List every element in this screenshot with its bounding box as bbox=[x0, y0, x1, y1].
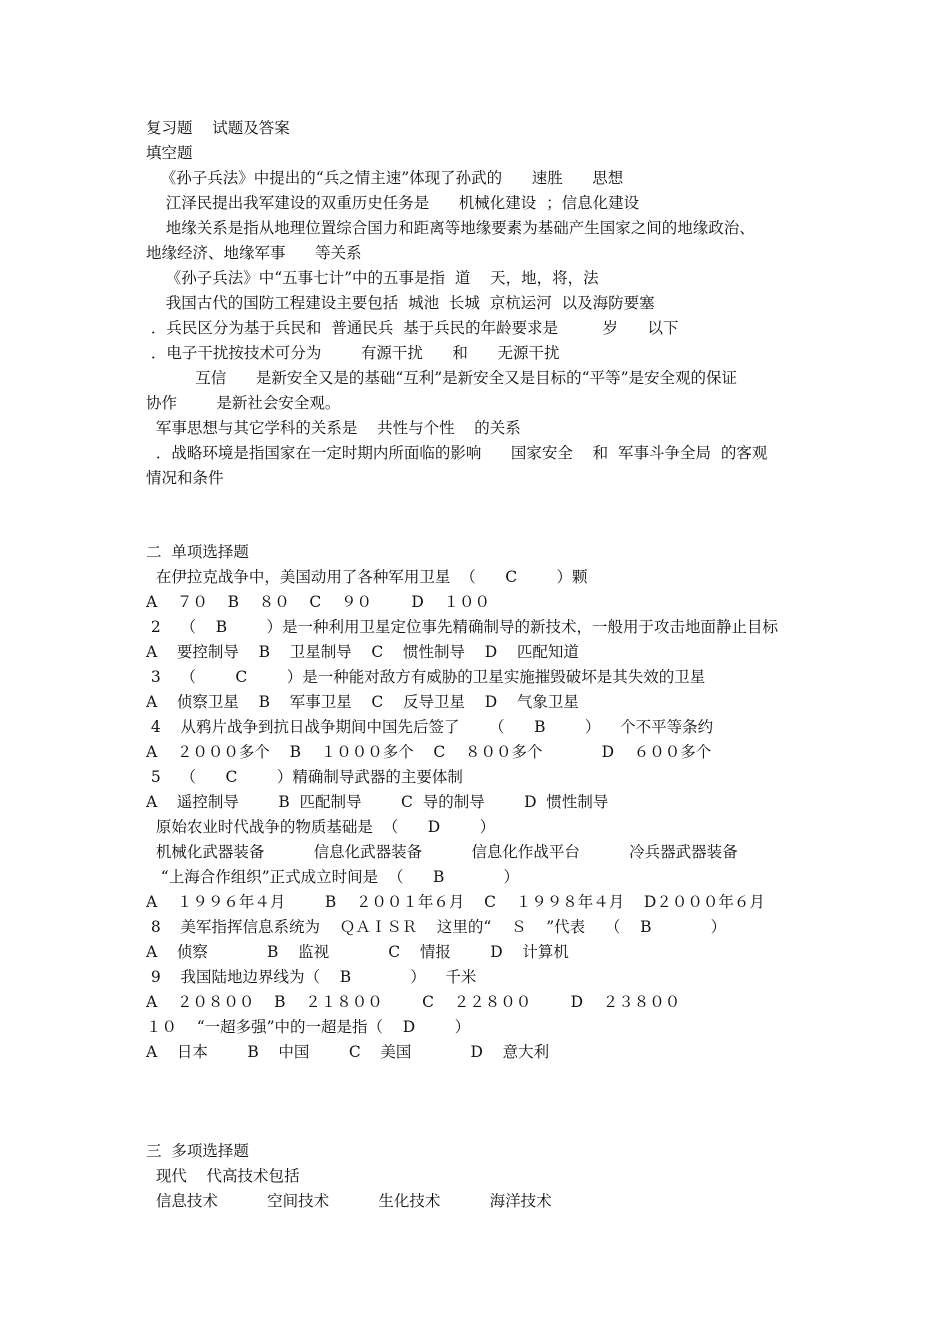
options-line: A 日本 B 中国 C 美国 D 意大利 bbox=[146, 1043, 550, 1061]
question-line: 3 （ C ）是一种能对敌方有威胁的卫星实施摧毁破坏是其失效的卫星 bbox=[146, 668, 706, 686]
text-line: 军事思想与其它学科的关系是 共性与个性 的关系 bbox=[146, 419, 521, 437]
section-heading: 二 单项选择题 bbox=[146, 543, 249, 561]
text-line: 情况和条件 bbox=[146, 469, 224, 487]
question-line: 原始农业时代战争的物质基础是 （ D ） bbox=[146, 818, 496, 836]
text-line: ．战略环境是指国家在一定时期内所面临的影响 国家安全 和 军事斗争全局 的客观 bbox=[146, 444, 768, 462]
text-line: 江泽民提出我军建设的双重历史任务是 机械化建设 ；信息化建设 bbox=[146, 194, 640, 212]
options-line: 机械化武器装备 信息化武器装备 信息化作战平台 冷兵器武器装备 bbox=[146, 843, 738, 861]
text-line: 地缘经济、地缘军事 等关系 bbox=[146, 244, 362, 262]
section-heading: 三 多项选择题 bbox=[146, 1142, 249, 1160]
options-line: A 侦察 B 监视 C 情报 D 计算机 bbox=[146, 943, 569, 961]
options-line: A 侦察卫星 B 军事卫星 C 反导卫星 D 气象卫星 bbox=[146, 693, 579, 711]
question-line: 8 美军指挥信息系统为 ＱＡＩＳＲ 这里的“ Ｓ ”代表 （ B ） bbox=[146, 918, 727, 936]
question-line: １０ “一超多强”中的一超是指（ D ） bbox=[146, 1018, 471, 1036]
question-line: 4 从鸦片战争到抗日战争期间中国先后签了 （ B ） 个不平等条约 bbox=[146, 718, 714, 736]
text-line: 《孙子兵法》中提出的“兵之情主速”体现了孙武的 速胜 思想 bbox=[146, 169, 624, 187]
options-line: A 要控制导 B 卫星制导 C 惯性制导 D 匹配知道 bbox=[146, 643, 579, 661]
options-line: 信息技术 空间技术 生化技术 海洋技术 bbox=[146, 1192, 552, 1210]
text-line: 我国古代的国防工程建设主要包括 城池 长城 京杭运河 以及海防要塞 bbox=[146, 294, 655, 312]
question-line: 2 （ B ）是一种利用卫星定位事先精确制导的新技术，一般用于攻击地面静止目标 bbox=[146, 618, 779, 636]
question-line: 5 （ C ）精确制导武器的主要体制 bbox=[146, 768, 463, 786]
options-line: A ２０８００ B ２１８００ C ２２８００ D ２３８００ bbox=[146, 993, 681, 1011]
text-line: ．兵民区分为基于兵民和 普通民兵 基于兵民的年龄要求是 岁 以下 bbox=[146, 319, 679, 337]
section-heading: 填空题 bbox=[146, 144, 193, 162]
options-line: A ２０００多个 B １０００多个 C ８００多个 D ６００多个 bbox=[146, 743, 712, 761]
question-line: “上海合作组织”正式成立时间是 （ B ） bbox=[146, 868, 520, 886]
text-line: 协作 是新社会安全观。 bbox=[146, 394, 341, 412]
text-line: 《孙子兵法》中“五事七计”中的五事是指 道 天，地，将，法 bbox=[146, 269, 599, 287]
options-line: A ７０ B ８０ C ９０ D １００ bbox=[146, 593, 491, 611]
doc-title: 复习题 试题及答案 bbox=[146, 119, 290, 137]
text-line: ．电子干扰按技术可分为 有源干扰 和 无源干扰 bbox=[146, 344, 560, 362]
question-line: 在伊拉克战争中，美国动用了各种军用卫星 （ C ）颗 bbox=[146, 568, 588, 586]
text-line: 地缘关系是指从地理位置综合国力和距离等地缘要素为基础产生国家之间的地缘政治、 bbox=[146, 219, 755, 237]
options-line: A １９９６年４月 B ２００１年６月 C １９９８年４月 D２０００年６月 bbox=[146, 893, 765, 911]
options-line: A 遥控制导 B 匹配制导 C 导的制导 D 惯性制导 bbox=[146, 793, 609, 811]
question-line: 9 我国陆地边界线为（ B ） 千米 bbox=[146, 968, 477, 986]
question-line: 现代 代高技术包括 bbox=[146, 1167, 300, 1185]
text-line: 互信 是新安全又是的基础“互利”是新安全又是目标的“平等”是安全观的保证 bbox=[146, 369, 738, 387]
